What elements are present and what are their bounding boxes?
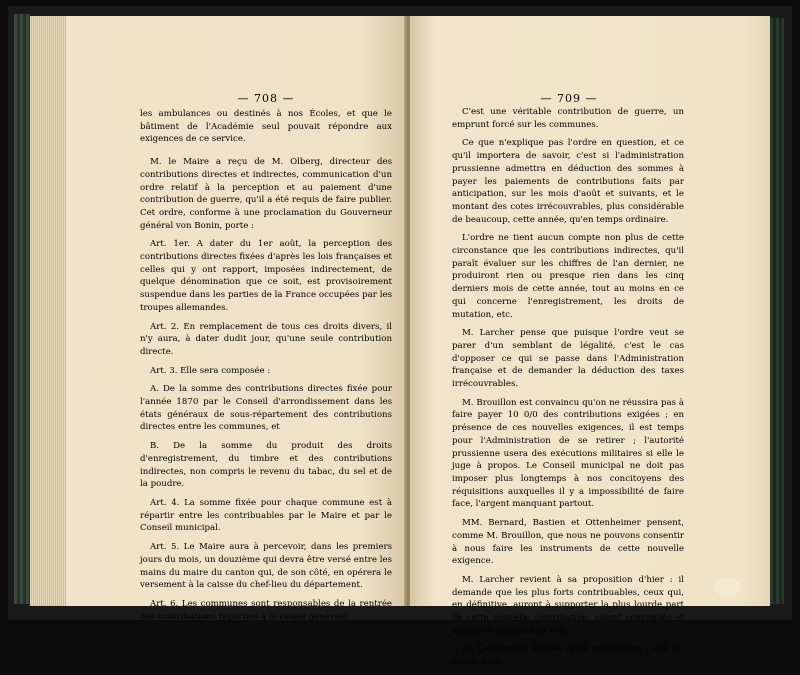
paragraph: M. le Maire a reçu de M. Olberg, directeur des contributions directes et indirectes, communication d'un ordre relatif à la perception et au paiement d'une contribution de guerre, qu'il a été requis de faire publier. Cet ordre, conforme à une proclamation du Gouverneur général von Bonin, porte : xyxy=(140,157,392,231)
paragraph: M. Lenormand appuie cette proposition ; elle lui paraît d'au- xyxy=(452,644,684,668)
paragraph: Art. 4. La somme fixée pour chaque commune est à répartir entre les contribuables par le Maire et par le Conseil municipal. xyxy=(140,497,392,534)
book-cover-edge-right xyxy=(770,18,784,604)
paragraph: C'est une véritable contribution de guerre, un emprunt forcé sur les communes. xyxy=(452,107,684,130)
page-number-left: — 708 — xyxy=(237,92,295,105)
left-page-text xyxy=(140,108,392,629)
paragraph: MM. Bernard, Bastien et Ottenheimer pensent, comme M. Brouillon, que nous ne pouvons consentir à nous faire les instruments de cette nouvelle exigence. xyxy=(452,518,684,567)
paragraph: A. De la somme des contributions directes fixée pour l'année 1870 par le Conseil d'arrondissement dans les états généraux de sous-répartement des contributions directes entre les communes, et xyxy=(140,384,392,433)
right-page-text xyxy=(452,106,684,675)
paragraph: M. Larcher pense que puisque l'ordre veut se parer d'un semblant de légalité, c'est le cas d'opposer ce qui se passe dans l'Administration française et de demander la déduction des taxes irrécouvrables. xyxy=(452,328,684,390)
paragraph: Art. 6. Les communes sont responsables de la rentrée des contributions réparties à la caisse générale. xyxy=(140,598,392,622)
page-edges xyxy=(30,16,66,606)
paragraph: L'ordre ne tient aucun compte non plus de cette circonstance que les contributions indirectes, qu'il paraît évaluer sur les chiffres de l'an dernier, ne produiront rien ou presque rien dans les cinq derniers mois de cette année, tout au moins en ce qui concerne l'enregistrement, les droits de mutation, etc. xyxy=(452,233,684,320)
paragraph: Art. 5. Le Maire aura à percevoir, dans les premiers jours du mois, un douzième qui devra être versé entre les mains du maire du canton qui, de son côté, en opérera le versement à la caisse du chef-lieu du département. xyxy=(140,542,392,591)
book-cover-edge-left xyxy=(14,14,30,604)
paragraph: les ambulances ou destinés à nos Écoles, et que le bâtiment de l'Académie seul pouvait répondre aux exigences de ce service. xyxy=(140,109,392,145)
paragraph: Ce que n'explique pas l'ordre en question, et ce qu'il importera de savoir, c'est si l'administration prussienne admettra en déduction des sommes à payer les paiements de contributions faits par anticipation, sur les mois d'août et suivants, et le montant des cotes irrécouvrables, plus considérable de beaucoup, cette année, qu'en temps ordinaire. xyxy=(452,138,684,225)
paragraph: M. Brouillon est convaincu qu'on ne réussira pas à faire payer 10 0/0 des contributions exigées ; en présence de ces nouvelles exigences, il est temps pour l'Administration de se retirer ; l'autorité prussienne usera des exécutions militaires si elle le juge à propos. Le Conseil municipal ne doit pas imposer plus longtemps à nos concitoyens des réquisitions auxquelles il y a impossibilité de faire face, l'argent manquant partout. xyxy=(452,397,684,510)
paragraph: B. De la somme du produit des droits d'enregistrement, du timbre et des contributions indirectes, non compris le revenu du tabac, du sel et de la poudre. xyxy=(140,441,392,490)
paragraph: M. Larcher revient à sa proposition d'hier : il demande que les plus forts contribuables, ceux qui, en définitive, auront à supporter la plus lourde part de cette nouvelle contribution, soient convoqués et appelés à donner leur avis. xyxy=(452,574,684,636)
library-stamp-mark xyxy=(714,578,740,596)
paragraph: Art. 3. Elle sera composée : xyxy=(150,365,271,376)
paragraph: Art. 1er. A dater du 1er août, la perception des contributions directes fixées d'après les lois françaises et celles qui y ont rapport, imposées indirectement, de quelque dénomination que ce soit, est provisoirement suspendue dans les parties de la France occupées par les troupes allemandes. xyxy=(140,239,392,313)
paragraph: Art. 2. En remplacement de tous ces droits divers, il n'y aura, à dater dudit jour, qu'une seule contribution directe. xyxy=(140,321,392,357)
page-number-right: — 709 — xyxy=(540,92,598,105)
